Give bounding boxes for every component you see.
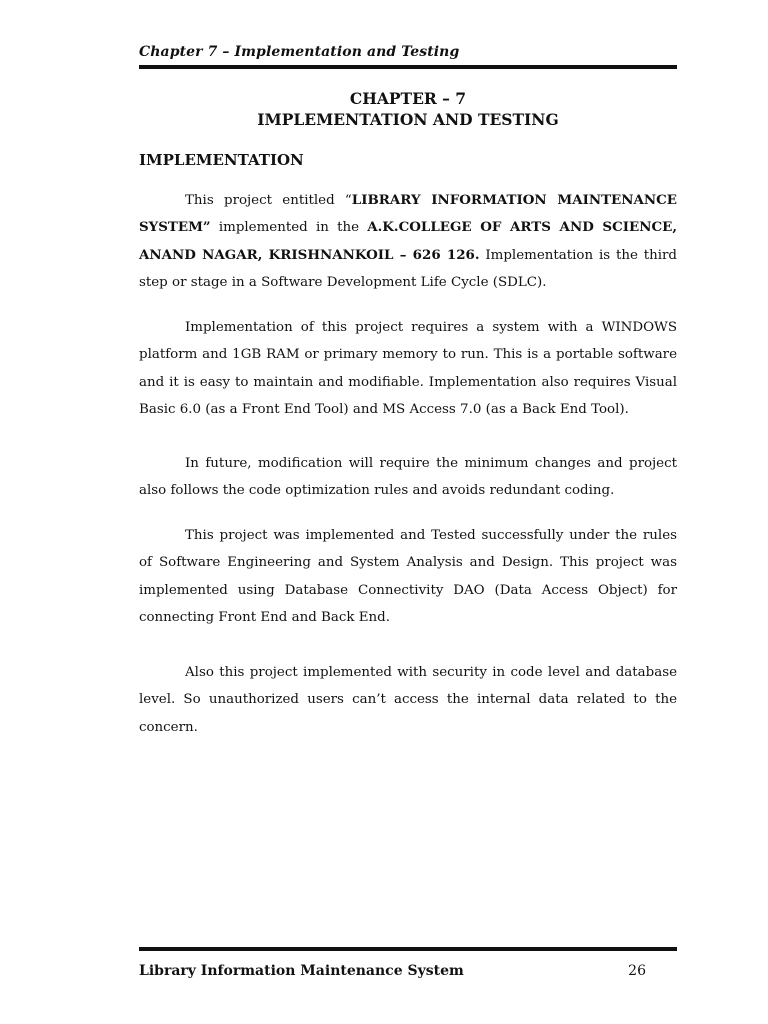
header-rule — [139, 65, 677, 69]
paragraph-testing: This project was implemented and Tested successfully under the rules of Software Engineering and System Analysis and Design. This project was implemented using Database Connectivity DAO (Data Access Object) for connecting Front End and Back End. — [139, 528, 677, 626]
paragraph-text: Implementation is the third step or stage in a Software Development Life Cycle (SDLC). — [139, 247, 677, 291]
paragraph-text: implemented in the — [210, 220, 368, 236]
running-header: Chapter 7 – Implementation and Testing — [139, 44, 460, 60]
paragraph-project-intro — [139, 187, 677, 297]
page-number: 26 — [628, 963, 646, 979]
paragraph-text: This project entitled “ — [185, 193, 352, 208]
paragraph-security: Also this project implemented with security in code level and database level. So unauthorized users can’t access the internal data related to the concern. — [139, 665, 677, 735]
chapter-number: CHAPTER – 7 — [349, 89, 467, 108]
chapter-title: IMPLEMENTATION AND TESTING — [257, 110, 559, 129]
paragraph-future-modification: In future, modification will require the minimum changes and project also follows the code optimization rules and avoids redundant coding. — [139, 456, 677, 499]
project-name: LIBRARY INFORMATION MAINTENANCE SYSTEM” — [139, 192, 677, 236]
paragraph-requirements: Implementation of this project requires a system with a WINDOWS platform and 1GB RAM or primary memory to run. This is a portable software and it is easy to maintain and modifiable. Implementation also requires Visual Basic 6.0 (as a Front End Tool) and MS Access 7.0 (as a Back End Tool). — [139, 320, 677, 418]
footer-rule — [139, 947, 677, 951]
footer-document-title: Library Information Maintenance System — [139, 963, 464, 979]
college-name: A.K.COLLEGE OF ARTS AND SCIENCE, ANAND NAGAR, KRISHNANKOIL – 626 126. — [139, 219, 677, 263]
section-heading: IMPLEMENTATION — [139, 151, 304, 169]
